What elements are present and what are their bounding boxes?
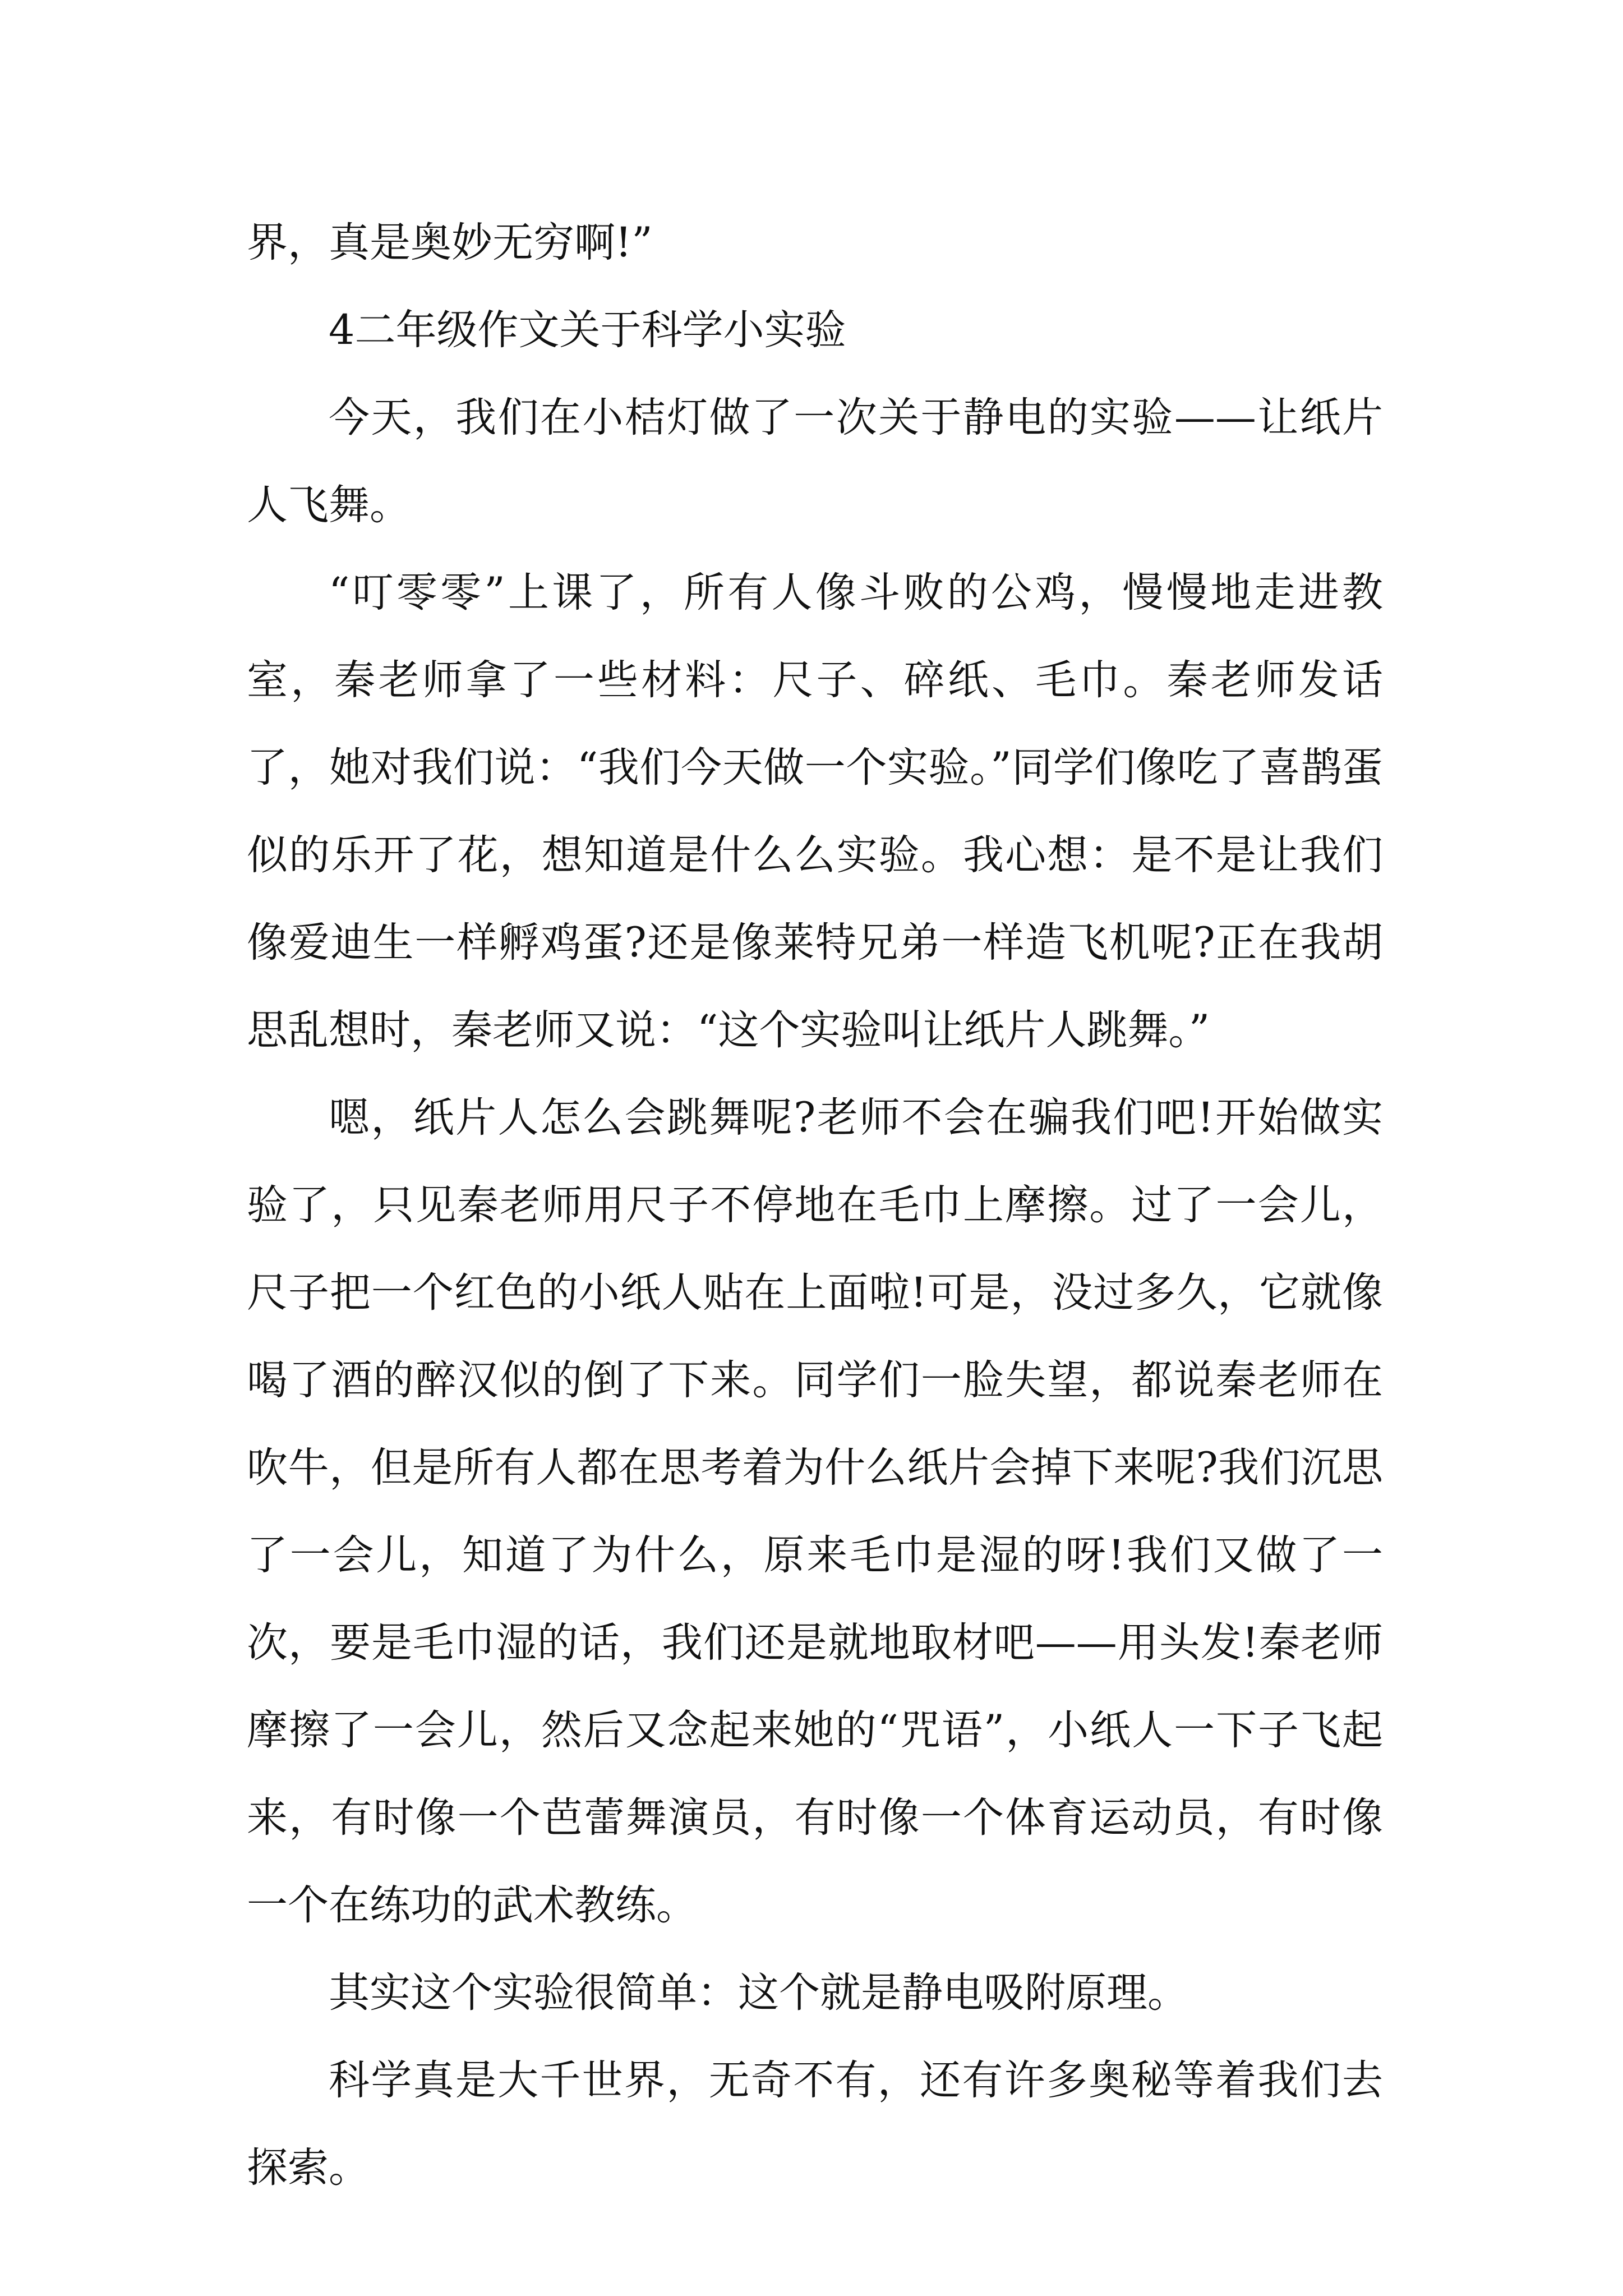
paragraph: 其实这个实验很简单：这个就是静电吸附原理。 bbox=[329, 1969, 1188, 2017]
paragraph: 嗯，纸片人怎么会跳舞呢?老师不会在骗我们吧!开始做实验了，只见秦老师用尺子不停地在毛巾上摩擦。过了一会儿，尺子把一个红色的小纸人贴在上面啦!可是，没过多久，它就像喝了酒的醉汉似的倒了下来。同学们一脸失望，都说秦老师在吹牛，但是所有人都在思考着为什么纸片会掉下来呢?我们沉思了一会儿，知道了为什么，原来毛巾是湿的呀!我们又做了一次，要是毛巾湿的话，我们还是就地取材吧——用头发!秦老师摩擦了一会儿，然后又念起来她的“咒语”，小纸人一下子飞起来，有时像一个芭蕾舞演员，有时像一个体育运动员，有时像一个在练功的武术教练。 bbox=[247, 1094, 1383, 1929]
paragraph-continuation: 界，真是奥妙无穷啊!” bbox=[247, 219, 653, 266]
section-heading: 4二年级作文关于科学小实验 bbox=[329, 306, 846, 354]
paragraph: “叮零零”上课了，所有人像斗败的公鸡，慢慢地走进教室，秦老师拿了一些材料：尺子、碎纸、毛巾。秦老师发话了，她对我们说：“我们今天做一个实验。”同学们像吃了喜鹊蛋似的乐开了花，想知道是什么么实验。我心想：是不是让我们像爱迪生一样孵鸡蛋?还是像莱特兄弟一样造飞机呢?正在我胡思乱想时，秦老师又说：“这个实验叫让纸片人跳舞。” bbox=[247, 569, 1383, 1054]
document-body bbox=[247, 199, 1383, 2212]
paragraph: 科学真是大千世界，无奇不有，还有许多奥秘等着我们去探索。 bbox=[247, 2056, 1383, 2192]
paragraph: 今天，我们在小桔灯做了一次关于静电的实验——让纸片人飞舞。 bbox=[247, 394, 1383, 529]
